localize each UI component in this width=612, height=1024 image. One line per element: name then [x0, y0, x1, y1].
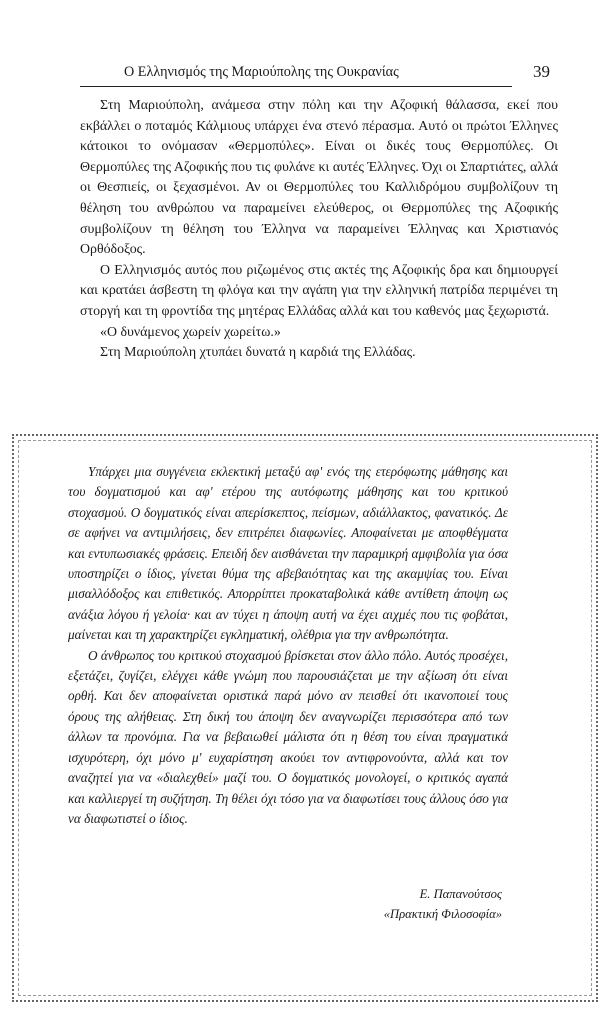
quote-paragraph: Ο άνθρωπος του κριτικού στοχασμού βρίσκεται στον άλλο πόλο. Αυτός προσέχει, εξετάζει, ζυγίζει, ελέγχει κάθε γνώμη που παρουσιάζεται με την αξίωση ότι είναι ορθή. Και δεν αποφαίνεται οριστικά παρά μόνο αν πεισθεί ότι ικανοποιεί τους όρους της αλήθειας. Στη δική του άποψη δεν αναγνωρίζει περισσότερα από των άλλων τα προνόμια. Για να βεβαιωθεί μάλιστα ότι η θέση του είναι πραγματικά ισχυρότερη, όχι μόνο μ' ευχαρίστηση ακούει τον αντιφρονούντα, αλλά και τον αναζητεί για να «διαλεχθεί» μαζί του. Ο δογματικός μονολογεί, ο κριτικός αγαπά και καλλιεργεί τη συζήτηση. Τη θέλει όχι τόσο για να διαφωτίσει τους άλλους όσο για να διαφωτιστεί ο ίδιος. [68, 647, 508, 826]
running-title: Ο Ελληνισμός της Μαριούπολης της Ουκρανίας [124, 64, 399, 80]
paragraph-quote-line: «Ο δυνάμενος χωρείν χωρείτω.» [100, 324, 281, 340]
quote-paragraph: Υπάρχει μια συγγένεια εκλεκτική μεταξύ αφ' ενός της ετερόφωτης μάθησης και του δογματισμού και αφ' ετέρου της αυτόφωτης μάθησης και του κριτικού στοχασμού. Ο δογματικός είναι απερίσκεπτος, πείσμων, αδιάλλακτος, φανατικός. Δε σε αφήνει να αντιμιλήσεις, δεν επιτρέπει διαφωνίες. Αποφαίνεται με αποφθέγματα και εντυπωσιακές φράσεις. Επειδή δεν αισθάνεται την παραμικρή αμφιβολία για όσα υποστηρίζει ο ίδιος, γίνεται θύμα της αβεβαιότητας και της ακαμψίας του. Είναι μισαλλόδοξος και επιθετικός. Απορρίπτει προκαταβολικά κάθε αντίθετη άποψη ως ανάξια λόγου ή γελοία· και αν τύχει η άποψη αυτή να έχει αιχμές που τις φοβάται, μαίνεται και τη χαρακτηρίζει εγκληματική, ολέθρια για την ανθρωπότητα. [68, 464, 508, 643]
body-text [80, 96, 558, 364]
quote-source: «Πρακτική Φιλοσοφία» [383, 907, 502, 921]
boxed-quotation [68, 462, 508, 829]
quote-attribution [384, 884, 502, 924]
page-header [80, 62, 552, 86]
paragraph: Στη Μαριούπολη, ανάμεσα στην πόλη και την Αζοφική θάλασσα, εκεί που εκβάλλει ο ποταμός Κάλμιους υπάρχει ένα στενό πέρασμα. Αυτό οι πρώτοι Έλληνες κάτοικοι το ονόμασαν «Θερμοπύλες». Είναι οι δικές τους Θερμοπύλες. Οι Θερμοπύλες της Αζοφικής που τις φυλάνε κι αυτές Έλληνες. Όχι οι Σπαρτιάτες, αλλά οι Θεσπιείς, οι ξεχασμένοι. Αν οι Θερμοπύλες του Καλλιδρόμου συμβολίζουν τη θέληση του ανθρώπου να παραμείνει ελεύθερος, οι Θερμοπύλες της Αζοφικής συμβολίζουν τη θέληση του Έλληνα να παραμείνει Έλληνας και Χριστιανός Ορθόδοξος. [80, 98, 558, 258]
paragraph: Στη Μαριούπολη χτυπάει δυνατά η καρδιά της Ελλάδας. [100, 345, 416, 361]
paragraph: Ο Ελληνισμός αυτός που ριζωμένος στις ακτές της Αζοφικής δρα και δημιουργεί και κρατάει άσβεστη τη φλόγα και την αγάπη για την ελληνική πατρίδα περιμένει τη στοργή και τη φροντίδα της μητέρας Ελλάδας αλλά και του καθενός μας ξεχωριστά. [80, 262, 558, 319]
header-rule [80, 86, 512, 87]
page-number: 39 [533, 62, 550, 81]
quote-author: Ε. Παπανούτσος [419, 887, 502, 901]
